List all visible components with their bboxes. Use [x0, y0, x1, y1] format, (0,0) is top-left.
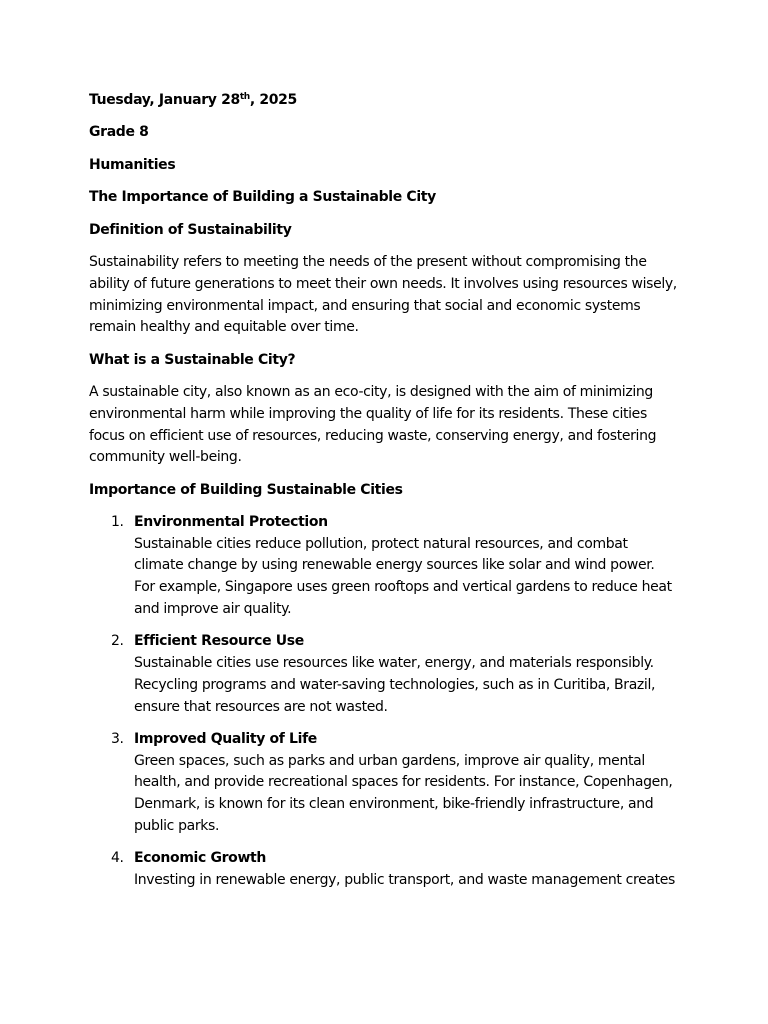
list-item-number: 4.: [111, 850, 124, 867]
list-item-body: Green spaces, such as parks and urban gardens, improve air quality, mental health, and provide recreational spaces for residents. For instance, Copenhagen, Denmark, is known for its clean environment, bike-friendly infrastructure, and public parks.: [134, 752, 673, 835]
list-item-number: 2.: [111, 633, 124, 650]
list-item-title: Economic Growth: [134, 850, 266, 867]
list-item: [89, 631, 678, 718]
definition-heading: Definition of Sustainability: [89, 221, 292, 238]
definition-paragraph: Sustainability refers to meeting the needs of the present without compromising the ability of future generations to meet their own needs. It involves using resources wisely, minimizing environmental impact, and ensuring that social and economic systems remain healthy and equitable over time.: [89, 253, 677, 336]
list-item: [89, 512, 678, 621]
list-item-body: Sustainable cities reduce pollution, protect natural resources, and combat climate change by using renewable energy sources like solar and wind power. For example, Singapore uses green rooftops and vertical gardens to reduce heat and improve air quality.: [134, 535, 672, 618]
sustainable-city-heading: What is a Sustainable City?: [89, 351, 296, 368]
list-item-number: 1.: [111, 513, 124, 530]
list-item-title: Improved Quality of Life: [134, 730, 317, 747]
date-rest: , 2025: [249, 92, 297, 108]
subject-heading: Humanities: [89, 156, 176, 173]
list-item-title: Efficient Resource Use: [134, 633, 304, 650]
sustainable-city-paragraph: A sustainable city, also known as an eco-city, is designed with the aim of minimizing environmental harm while improving the quality of life for its residents. These cities focus on efficient use of resources, reducing waste, conserving energy, and fostering community well-being.: [89, 383, 657, 466]
list-item: [89, 729, 678, 838]
importance-list: [89, 512, 678, 892]
date-heading: [89, 90, 678, 112]
grade-heading: Grade 8: [89, 124, 149, 141]
list-item-body: Investing in renewable energy, public transport, and waste management creates: [134, 872, 675, 889]
date-prefix: Tuesday, January 28: [89, 92, 240, 108]
importance-heading: Importance of Building Sustainable Cities: [89, 481, 403, 498]
list-item-number: 3.: [111, 730, 124, 747]
list-item: [89, 848, 678, 892]
document-title: The Importance of Building a Sustainable City: [89, 189, 436, 206]
list-item-body: Sustainable cities use resources like water, energy, and materials responsibly. Recycling programs and water-saving technologies, such as in Curitiba, Brazil, ensure that resources are not wasted.: [134, 655, 656, 715]
list-item-title: Environmental Protection: [134, 513, 328, 530]
date-ordinal-suffix: th: [239, 92, 250, 103]
